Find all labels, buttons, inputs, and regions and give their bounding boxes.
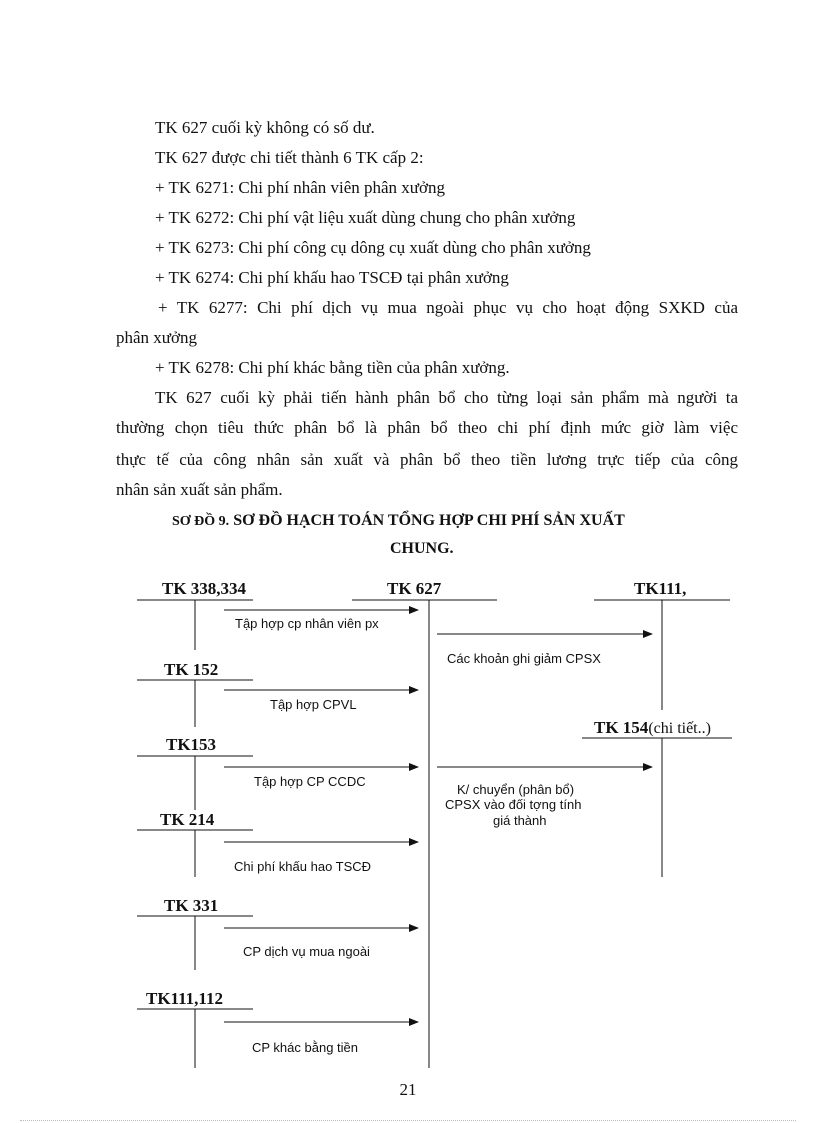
- text-line-tk6271: + TK 6271: Chi phí nhân viên phân xưởng: [155, 178, 446, 197]
- text-line-tk6272: + TK 6272: Chi phí vật liệu xuất dùng chung cho phân xưởng: [155, 208, 576, 227]
- account-tk154-note: (chi tiết..): [648, 720, 711, 737]
- account-tk111-112: TK111,112: [146, 989, 223, 1008]
- text-line-tk6278: + TK 6278: Chi phí khác bằng tiền của phân xưởng.: [155, 358, 510, 377]
- text-line-tk6277-cont: phân xưởng: [116, 328, 197, 347]
- diagram-title-main: SƠ ĐỒ HẠCH TOÁN TỔNG HỢP CHI PHÍ SẢN XUẤT: [233, 512, 625, 529]
- diagram-title: [172, 512, 625, 530]
- paragraph-line-1: TK 627 cuối kỳ phải tiến hành phân bổ cho từng loại sản phẩm mà người ta: [155, 388, 738, 407]
- label-kh: Chi phí khấu hao TSCĐ: [234, 859, 372, 874]
- label-vl: Tập hợp CPVL: [270, 697, 357, 712]
- diagram-title-cont: CHUNG.: [390, 540, 454, 557]
- account-tk152: TK 152: [164, 660, 219, 679]
- account-tk214: TK 214: [160, 810, 215, 829]
- text-line-tk6274: + TK 6274: Chi phí khấu hao TSCĐ tại phân xưởng: [155, 268, 509, 287]
- text-line-tk6277: + TK 6277: Chi phí dịch vụ mua ngoài phục vụ cho hoạt động SXKD của: [158, 298, 738, 317]
- text-line-1: TK 627 cuối kỳ không có số dư.: [155, 118, 375, 137]
- label-dv: CP dịch vụ mua ngoài: [243, 944, 370, 959]
- account-tk627: TK 627: [387, 579, 442, 598]
- label-kc-1: K/ chuyển (phân bổ): [457, 782, 575, 797]
- diagram-title-prefix: SƠ ĐỒ 9.: [172, 514, 230, 529]
- account-tk338: TK 338,334: [162, 579, 247, 598]
- label-khac: CP khác bằng tiền: [252, 1040, 358, 1055]
- page-bottom-border: [20, 1120, 796, 1121]
- account-tk154: [594, 718, 711, 737]
- account-tk331: TK 331: [164, 896, 219, 915]
- paragraph-line-2: thường chọn tiêu thức phân bổ là phân bổ theo chi phí định mức giờ làm việc: [116, 418, 738, 437]
- text-line-2: TK 627 được chi tiết thành 6 TK cấp 2:: [155, 148, 424, 167]
- account-tk154-code: TK 154: [594, 718, 649, 737]
- paragraph-line-4: nhân sản xuất sản phẩm.: [116, 480, 283, 499]
- label-kc-3: giá thành: [493, 813, 547, 828]
- page-number: 21: [399, 1080, 417, 1099]
- label-kc-2: CPSX vào đối tợng tính: [445, 797, 582, 812]
- paragraph-line-3: thực tế của công nhân sản xuất và phân bổ theo tiền lương trực tiếp của công: [116, 450, 738, 469]
- label-ccdc: Tập hợp CP CCDC: [254, 774, 366, 789]
- label-giam: Các khoản ghi giảm CPSX: [447, 651, 601, 666]
- text-line-tk6273: + TK 6273: Chi phí công cụ dông cụ xuất dùng cho phân xưởng: [155, 238, 591, 257]
- accounting-diagram: [0, 570, 816, 1080]
- account-tk111-right: TK111,: [634, 579, 687, 598]
- account-tk153: TK153: [166, 735, 217, 754]
- label-nv: Tập hợp cp nhân viên px: [235, 616, 379, 631]
